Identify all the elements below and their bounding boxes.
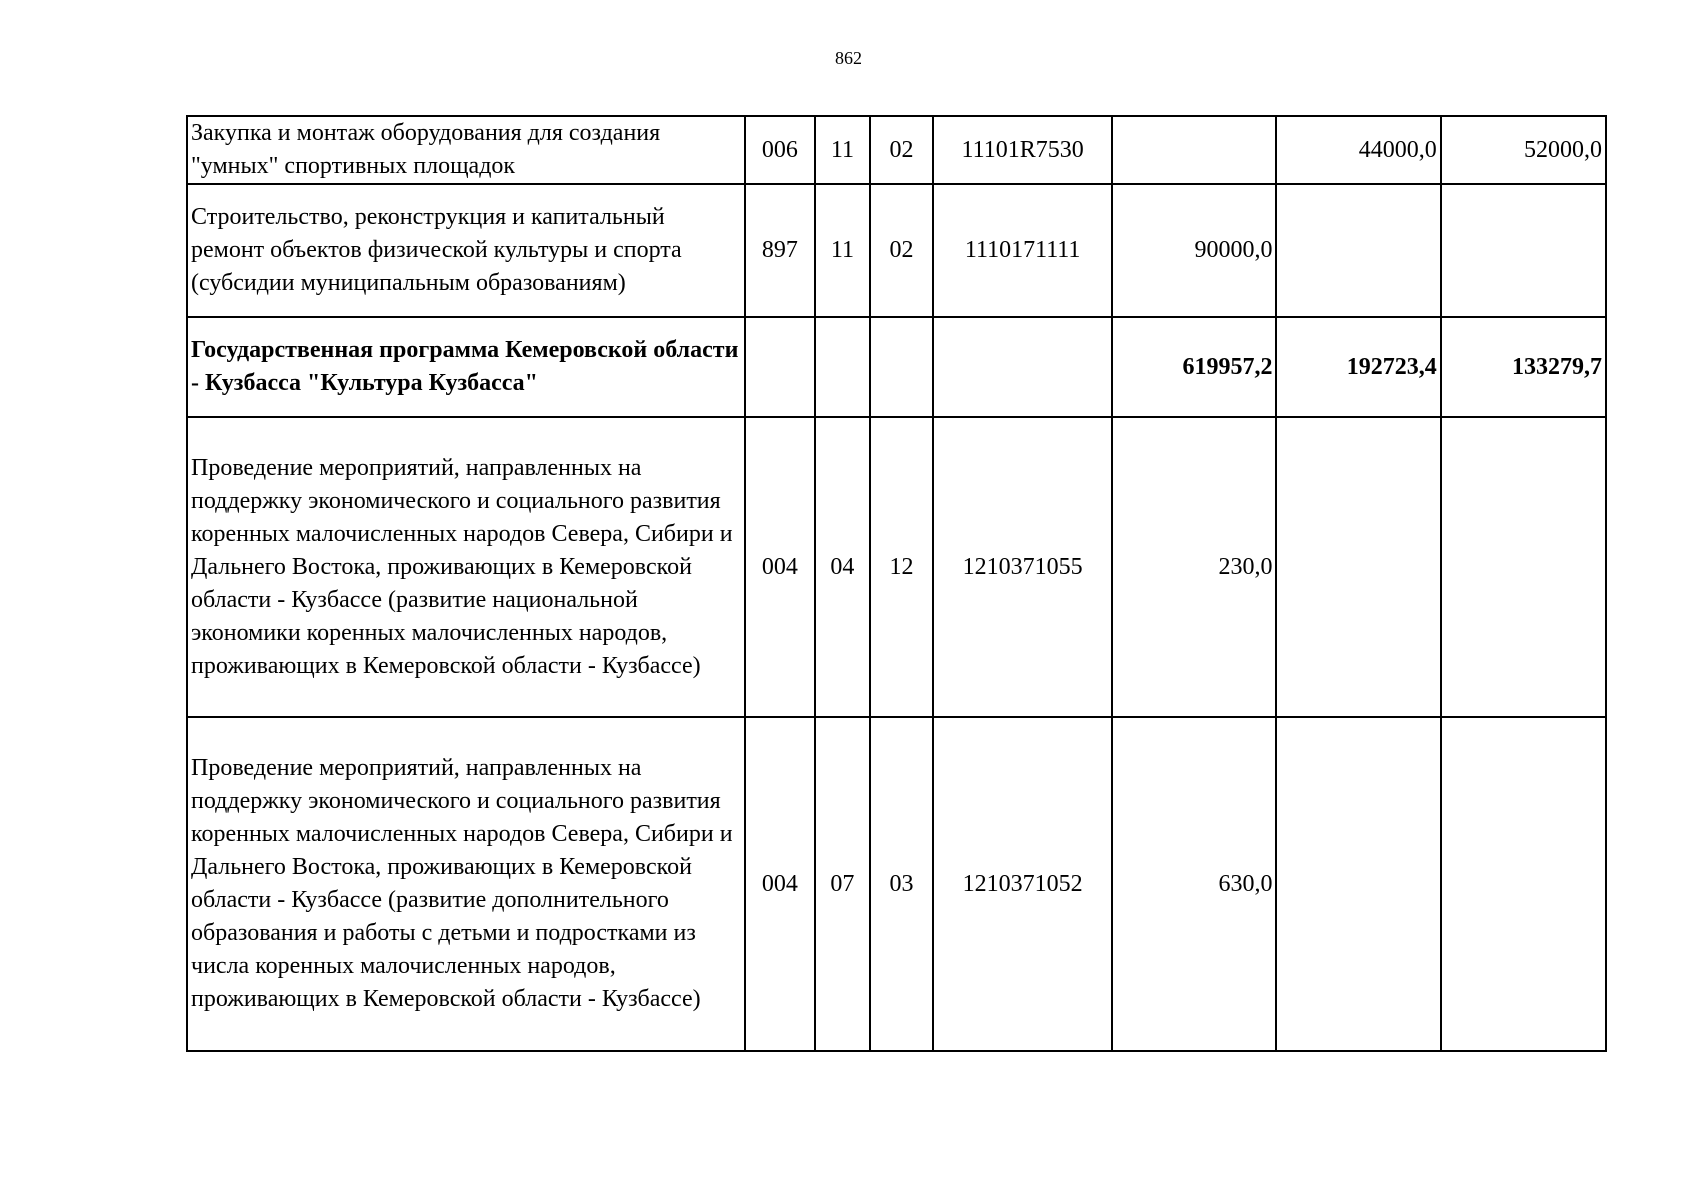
- table-row: [187, 116, 1606, 184]
- ministry-code: 897: [745, 184, 815, 317]
- row-name: Проведение мероприятий, направленных на поддержку экономического и социального развития коренных малочисленных народов Севера, Сибири и Дальнего Востока, проживающих в Кемеровской области - Кузбассе (развитие дополнительного образования и работы с детьми и подростками из числа коренных малочисленных народов, проживающих в Кемеровской области - Кузбассе): [187, 717, 745, 1051]
- sum-year-3: [1441, 417, 1606, 717]
- table-row: [187, 417, 1606, 717]
- sum-year-1: 230,0: [1112, 417, 1276, 717]
- section-code: 11: [815, 116, 870, 184]
- sum-year-2: [1276, 717, 1440, 1051]
- sum-year-3: [1441, 184, 1606, 317]
- sum-year-2: 44000,0: [1276, 116, 1440, 184]
- target-article-code: [933, 317, 1112, 417]
- row-name: Строительство, реконструкция и капитальный ремонт объектов физической культуры и спорта (субсидии муниципальным образованиям): [187, 184, 745, 317]
- target-article-code: 1210371052: [933, 717, 1112, 1051]
- ministry-code: 006: [745, 116, 815, 184]
- table-row-program-total: [187, 317, 1606, 417]
- sum-year-3: 52000,0: [1441, 116, 1606, 184]
- subsection-code: 03: [870, 717, 933, 1051]
- row-name: Проведение мероприятий, направленных на поддержку экономического и социального развития коренных малочисленных народов Севера, Сибири и Дальнего Востока, проживающих в Кемеровской области - Кузбассе (развитие национальной экономики коренных малочисленных народов, проживающих в Кемеровской области - Кузбассе): [187, 417, 745, 717]
- table-row: [187, 717, 1606, 1051]
- page-number: 862: [835, 48, 862, 68]
- subsection-code: 12: [870, 417, 933, 717]
- ministry-code: [745, 317, 815, 417]
- subsection-code: 02: [870, 184, 933, 317]
- sum-year-2: [1276, 184, 1440, 317]
- sum-year-1: 630,0: [1112, 717, 1276, 1051]
- sum-year-3: 133279,7: [1441, 317, 1606, 417]
- sum-year-2: [1276, 417, 1440, 717]
- ministry-code: 004: [745, 417, 815, 717]
- sum-year-1: [1112, 116, 1276, 184]
- sum-year-1: 619957,2: [1112, 317, 1276, 417]
- row-name: Закупка и монтаж оборудования для создания "умных" спортивных площадок: [187, 116, 745, 184]
- ministry-code: 004: [745, 717, 815, 1051]
- section-code: 07: [815, 717, 870, 1051]
- row-name: Государственная программа Кемеровской области - Кузбасса "Культура Кузбасса": [187, 317, 745, 417]
- budget-table: [186, 115, 1607, 1052]
- sum-year-3: [1441, 717, 1606, 1051]
- target-article-code: 1210371055: [933, 417, 1112, 717]
- subsection-code: 02: [870, 116, 933, 184]
- sum-year-1: 90000,0: [1112, 184, 1276, 317]
- section-code: 04: [815, 417, 870, 717]
- target-article-code: 11101R7530: [933, 116, 1112, 184]
- sum-year-2: 192723,4: [1276, 317, 1440, 417]
- target-article-code: 1110171111: [933, 184, 1112, 317]
- section-code: 11: [815, 184, 870, 317]
- subsection-code: [870, 317, 933, 417]
- section-code: [815, 317, 870, 417]
- table-row: [187, 184, 1606, 317]
